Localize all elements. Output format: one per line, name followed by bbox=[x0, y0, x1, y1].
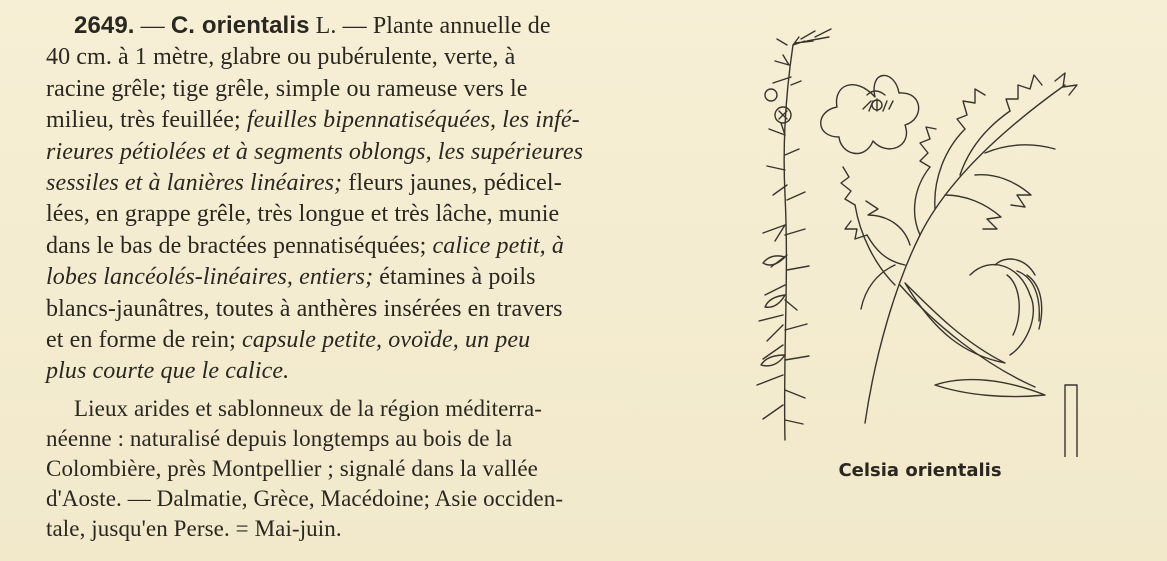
species-author: L. bbox=[315, 13, 337, 39]
habitat-line-1: Lieux arides et sablonneux de la région méditerra- bbox=[74, 395, 543, 421]
description-line-5: rieures pétiolées et à segments oblongs, les supérieures bbox=[46, 138, 584, 165]
habitat-line-5: tale, jusqu'en Perse. = Mai-juin. bbox=[46, 515, 342, 541]
description-column bbox=[46, 10, 716, 544]
entry-number: 2649. bbox=[74, 12, 135, 39]
habitat-paragraph bbox=[46, 394, 716, 544]
species-description bbox=[46, 10, 716, 388]
description-line-8: dans le bas de bractées pennatiséquées; calice petit, à bbox=[46, 232, 564, 259]
botanical-illustration bbox=[745, 25, 1105, 457]
description-line-1: 2649. — C. orientalis L. — Plante annuelle de bbox=[74, 12, 551, 39]
habitat-line-3: Colombière, près Montpellier ; signalé dans la vallée bbox=[46, 455, 538, 481]
description-line-7: lées, en grappe grêle, très longue et très lâche, munie bbox=[46, 201, 560, 228]
description-line-10: blancs-jaunâtres, toutes à anthères insérées en travers bbox=[46, 295, 563, 322]
description-line-4: milieu, très feuillée; feuilles bipennatiséquées, les infé- bbox=[46, 107, 580, 134]
description-line-11: et en forme de rein; capsule petite, ovoïde, un peu bbox=[46, 327, 531, 354]
habitat-line-2: néenne : naturalisé depuis longtemps au bois de la bbox=[46, 425, 513, 451]
description-line-9: lobes lancéolés-linéaires, entiers; étamines à poils bbox=[46, 264, 536, 291]
description-line-12: plus courte que le calice. bbox=[46, 358, 290, 385]
habitat-line-4: d'Aoste. — Dalmatie, Grèce, Macédoine; Asie occiden- bbox=[46, 485, 564, 511]
description-line-3: racine grêle; tige grêle, simple ou rameuse vers le bbox=[46, 75, 528, 102]
figure-caption: Celsia orientalis bbox=[838, 460, 1002, 481]
species-name: C. orientalis bbox=[170, 12, 310, 39]
description-line-2: 40 cm. à 1 mètre, glabre ou pubérulente, verte, à bbox=[46, 44, 516, 71]
description-line-6: sessiles et à lanières linéaires; fleurs jaunes, pédicel- bbox=[46, 170, 562, 197]
